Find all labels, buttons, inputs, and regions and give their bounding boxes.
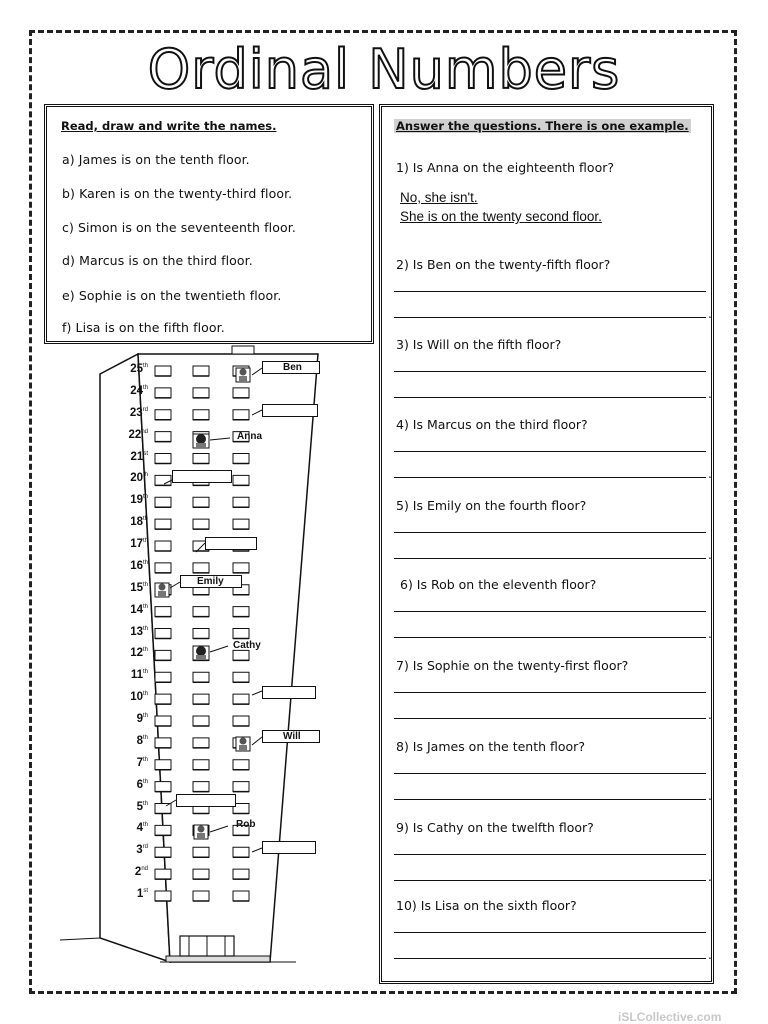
window bbox=[193, 782, 209, 792]
window bbox=[155, 847, 171, 857]
answer-line-period: . bbox=[708, 467, 712, 481]
window bbox=[193, 891, 209, 901]
sentence: e) Sophie is on the twentieth floor. bbox=[62, 288, 282, 303]
window bbox=[233, 388, 249, 398]
floor-label: 13th bbox=[130, 625, 148, 638]
floor-label: 11th bbox=[130, 669, 148, 682]
name-tag: Emily bbox=[180, 575, 242, 588]
answer-line[interactable] bbox=[394, 317, 706, 318]
answer-line-period: . bbox=[708, 307, 712, 321]
window bbox=[155, 738, 171, 748]
answer-line-period: . bbox=[708, 870, 712, 884]
questions-box bbox=[379, 104, 714, 984]
window bbox=[155, 825, 171, 835]
answer-line[interactable] bbox=[394, 397, 706, 398]
answer-line[interactable] bbox=[394, 637, 706, 638]
window bbox=[193, 694, 209, 704]
floor-label: 1st bbox=[136, 888, 148, 900]
window bbox=[155, 519, 171, 529]
name-tag: Will bbox=[262, 730, 320, 743]
floor-label: 23rd bbox=[129, 406, 148, 419]
question: 3) Is Will on the fifth floor? bbox=[396, 337, 562, 352]
person-icon bbox=[155, 583, 169, 597]
questions-heading: Answer the questions. There is one example. bbox=[396, 119, 689, 133]
footer-watermark: iSLCollective.com bbox=[618, 1010, 722, 1024]
window bbox=[193, 366, 209, 376]
question: 2) Is Ben on the twenty-fifth floor? bbox=[396, 257, 611, 272]
example-answer: No, she isn't. bbox=[400, 190, 478, 205]
answer-line[interactable] bbox=[394, 532, 706, 533]
window bbox=[193, 760, 209, 770]
window bbox=[233, 497, 249, 507]
floor-label: 16th bbox=[130, 559, 148, 572]
window bbox=[155, 716, 171, 726]
person-icon bbox=[236, 368, 250, 382]
window bbox=[233, 760, 249, 770]
answer-line[interactable] bbox=[394, 611, 706, 612]
name-tag: Cathy bbox=[233, 640, 261, 651]
floor-label: 5th bbox=[136, 800, 148, 813]
floor-label: 19th bbox=[130, 494, 148, 507]
window bbox=[155, 563, 171, 573]
window bbox=[155, 607, 171, 617]
question: 10) Is Lisa on the sixth floor? bbox=[396, 898, 577, 913]
answer-line[interactable] bbox=[394, 451, 706, 452]
answer-line[interactable] bbox=[394, 477, 706, 478]
sentence: d) Marcus is on the third floor. bbox=[62, 253, 253, 268]
question: 5) Is Emily on the fourth floor? bbox=[396, 498, 587, 513]
answer-line[interactable] bbox=[394, 558, 706, 559]
floor-label: 15th bbox=[130, 581, 148, 594]
answer-line-period: . bbox=[708, 627, 712, 641]
answer-line[interactable] bbox=[394, 291, 706, 292]
instructions-heading: Read, draw and write the names. bbox=[61, 119, 277, 133]
floor-label: 21st bbox=[130, 450, 148, 463]
answer-line[interactable] bbox=[394, 718, 706, 719]
window bbox=[233, 629, 249, 639]
name-tag: Ben bbox=[262, 361, 320, 374]
empty-name-box[interactable] bbox=[262, 404, 318, 417]
floor-label: 12th bbox=[130, 647, 148, 660]
empty-name-box[interactable] bbox=[262, 841, 316, 854]
name-tag: Rob bbox=[236, 819, 256, 830]
question: 7) Is Sophie on the twenty-first floor? bbox=[396, 658, 629, 673]
person-icon bbox=[236, 737, 250, 751]
floor-label: 6th bbox=[136, 778, 148, 791]
floor-label: 24th bbox=[130, 384, 148, 397]
floor-label: 18th bbox=[130, 516, 148, 529]
floor-label: 4th bbox=[136, 822, 148, 835]
window bbox=[233, 869, 249, 879]
example-answer: She is on the twenty second floor. bbox=[400, 209, 602, 224]
window bbox=[233, 410, 249, 420]
window bbox=[155, 497, 171, 507]
floor-label: 17th bbox=[130, 538, 148, 550]
answer-line-period: . bbox=[708, 789, 712, 803]
floor-label: 25th bbox=[130, 363, 148, 375]
floor-label: 14th bbox=[130, 603, 148, 616]
svg-text:Ordinal Numbers: Ordinal Numbers bbox=[147, 38, 621, 100]
window bbox=[155, 388, 171, 398]
question: 8) Is James on the tenth floor? bbox=[396, 739, 585, 754]
window bbox=[155, 432, 171, 442]
person-icon bbox=[193, 646, 209, 660]
window bbox=[193, 454, 209, 464]
window bbox=[193, 869, 209, 879]
sentence: c) Simon is on the seventeenth floor. bbox=[62, 220, 296, 235]
floor-label: 3rd bbox=[136, 844, 148, 857]
window bbox=[233, 475, 249, 485]
window bbox=[155, 869, 171, 879]
window bbox=[193, 738, 209, 748]
window bbox=[233, 672, 249, 682]
answer-line[interactable] bbox=[394, 958, 706, 959]
question: 6) Is Rob on the eleventh floor? bbox=[400, 577, 597, 592]
question: 4) Is Marcus on the third floor? bbox=[396, 417, 588, 432]
window bbox=[155, 760, 171, 770]
window bbox=[193, 563, 209, 573]
window bbox=[155, 650, 171, 660]
window bbox=[233, 650, 249, 660]
answer-line[interactable] bbox=[394, 880, 706, 881]
window bbox=[193, 629, 209, 639]
window bbox=[193, 716, 209, 726]
window bbox=[233, 847, 249, 857]
window bbox=[233, 891, 249, 901]
answer-line-period: . bbox=[708, 548, 712, 562]
window bbox=[233, 607, 249, 617]
window bbox=[233, 716, 249, 726]
floor-label: 8th bbox=[136, 734, 148, 747]
question: 1) Is Anna on the eighteenth floor? bbox=[396, 160, 614, 175]
window bbox=[155, 629, 171, 639]
window bbox=[233, 563, 249, 573]
person-icon bbox=[194, 825, 208, 839]
window bbox=[193, 519, 209, 529]
answer-line-period: . bbox=[708, 387, 712, 401]
window bbox=[155, 410, 171, 420]
window bbox=[155, 782, 171, 792]
empty-name-box[interactable] bbox=[172, 470, 232, 483]
window bbox=[193, 497, 209, 507]
window bbox=[193, 607, 209, 617]
answer-line[interactable] bbox=[394, 692, 706, 693]
window bbox=[233, 519, 249, 529]
answer-line[interactable] bbox=[394, 799, 706, 800]
name-tag: Anna bbox=[237, 431, 262, 442]
window bbox=[155, 694, 171, 704]
window bbox=[155, 366, 171, 376]
person-icon bbox=[193, 434, 209, 448]
floor-label: 9th bbox=[136, 713, 148, 725]
window bbox=[193, 410, 209, 420]
answer-line-period: . bbox=[708, 708, 712, 722]
empty-name-box[interactable] bbox=[205, 537, 257, 550]
answer-line[interactable] bbox=[394, 371, 706, 372]
window bbox=[155, 672, 171, 682]
answer-line-period: . bbox=[708, 948, 712, 962]
window bbox=[155, 891, 171, 901]
sentence: b) Karen is on the twenty-third floor. bbox=[62, 186, 293, 201]
question: 9) Is Cathy on the twelfth floor? bbox=[396, 820, 594, 835]
window bbox=[233, 454, 249, 464]
sentence: f) Lisa is on the fifth floor. bbox=[62, 320, 225, 335]
sentence: a) James is on the tenth floor. bbox=[62, 152, 250, 167]
window bbox=[233, 782, 249, 792]
empty-name-box[interactable] bbox=[262, 686, 316, 699]
answer-line[interactable] bbox=[394, 932, 706, 933]
window bbox=[233, 694, 249, 704]
answer-line[interactable] bbox=[394, 854, 706, 855]
window bbox=[193, 847, 209, 857]
floor-label: 7th bbox=[136, 756, 148, 769]
window bbox=[193, 672, 209, 682]
empty-name-box[interactable] bbox=[176, 794, 236, 807]
window bbox=[155, 454, 171, 464]
floor-label: 10th bbox=[130, 691, 148, 704]
window bbox=[193, 388, 209, 398]
floor-label: 22nd bbox=[128, 428, 148, 441]
floor-label: 2nd bbox=[134, 866, 148, 879]
answer-line[interactable] bbox=[394, 773, 706, 774]
window bbox=[155, 475, 171, 485]
floor-label: 20th bbox=[130, 472, 148, 485]
window bbox=[155, 541, 171, 551]
